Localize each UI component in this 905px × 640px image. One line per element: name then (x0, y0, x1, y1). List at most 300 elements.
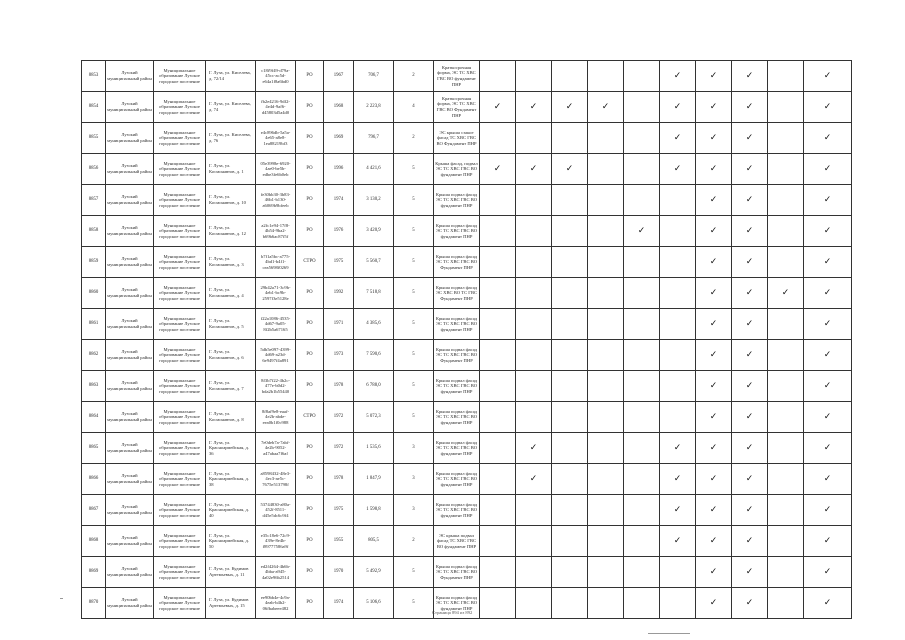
row-number: 8856 (82, 154, 106, 185)
check-mark-icon (480, 557, 516, 588)
district-cell: Лузский муниципальный район (106, 123, 154, 154)
check-mark-icon: ✓ (516, 433, 552, 464)
check-mark-icon (588, 61, 624, 92)
district-cell: Лузский муниципальный район (106, 495, 154, 526)
check-mark-icon: ✓ (732, 340, 768, 371)
check-mark-icon (552, 123, 588, 154)
address-cell: Г. Луза, ул. Красноармейская, д. 50 (206, 526, 256, 557)
check-mark-icon (660, 371, 696, 402)
table-row (82, 61, 852, 92)
check-mark-icon: ✓ (768, 278, 804, 309)
check-mark-icon (768, 495, 804, 526)
check-mark-icon: ✓ (804, 588, 852, 619)
year-cell: 1968 (324, 92, 354, 123)
check-mark-icon (588, 247, 624, 278)
year-cell: 1970 (324, 557, 354, 588)
district-cell: Лузский муниципальный район (106, 464, 154, 495)
table-row (82, 216, 852, 247)
check-mark-icon: ✓ (696, 61, 732, 92)
check-mark-icon (768, 371, 804, 402)
settlement-cell: Муниципальное образование Лузское городское поселение (154, 154, 206, 185)
check-mark-icon: ✓ (732, 247, 768, 278)
check-mark-icon: ✓ (696, 557, 732, 588)
check-mark-icon (480, 495, 516, 526)
building-type-cell: СТРО (296, 402, 324, 433)
settlement-cell: Муниципальное образование Лузское городское поселение (154, 309, 206, 340)
check-mark-icon (588, 371, 624, 402)
year-cell: 1978 (324, 371, 354, 402)
address-cell: Г. Луза, ул. Киселева, д. 76 (206, 123, 256, 154)
check-mark-icon: ✓ (732, 402, 768, 433)
check-mark-icon (588, 526, 624, 557)
check-mark-icon (552, 185, 588, 216)
check-mark-icon (588, 588, 624, 619)
check-mark-icon (588, 495, 624, 526)
check-mark-icon (624, 92, 660, 123)
check-mark-icon (588, 309, 624, 340)
check-mark-icon: ✓ (660, 433, 696, 464)
district-cell: Лузский муниципальный район (106, 433, 154, 464)
check-mark-icon (624, 309, 660, 340)
row-number: 8853 (82, 61, 106, 92)
year-cell: 1976 (324, 216, 354, 247)
check-mark-icon (480, 247, 516, 278)
settlement-cell: Муниципальное образование Лузское городское поселение (154, 402, 206, 433)
check-mark-icon (516, 278, 552, 309)
settlement-cell: Муниципальное образование Лузское городское поселение (154, 340, 206, 371)
area-cell: 4 421,6 (354, 154, 394, 185)
guid-cell: ed2f4264-4b6b-4bba-a945-4a02e96b2514 (256, 557, 296, 588)
address-cell: Г. Луза, ул. Киселева, д. 74 (206, 92, 256, 123)
check-mark-icon (624, 402, 660, 433)
area-cell: 7 590,6 (354, 340, 394, 371)
floors-cell: 3 (394, 495, 434, 526)
year-cell: 1974 (324, 185, 354, 216)
floors-cell: 2 (394, 526, 434, 557)
table-row (82, 371, 852, 402)
check-mark-icon: ✓ (516, 464, 552, 495)
row-number: 8860 (82, 278, 106, 309)
check-mark-icon (552, 433, 588, 464)
building-type-cell: РО (296, 216, 324, 247)
check-mark-icon: ✓ (660, 526, 696, 557)
table-row (82, 433, 852, 464)
table-row (82, 278, 852, 309)
check-mark-icon (552, 588, 588, 619)
check-mark-icon (516, 557, 552, 588)
guid-cell: 05e3998e-6920-4ae0-be5b-edbe3fe6b0eb (256, 154, 296, 185)
building-type-cell: РО (296, 154, 324, 185)
address-cell: Г. Луза, ул. Киселева, д. 72/14 (206, 61, 256, 92)
check-mark-icon (768, 464, 804, 495)
settlement-cell: Муниципальное образование Лузское городское поселение (154, 92, 206, 123)
check-mark-icon (516, 309, 552, 340)
district-cell: Лузский муниципальный район (106, 588, 154, 619)
building-type-cell: РО (296, 92, 324, 123)
check-mark-icon (624, 464, 660, 495)
floors-cell: 5 (394, 309, 434, 340)
guid-cell: a2fc1e94-17f8-4b54-9ba2-b69b6ac87f5f (256, 216, 296, 247)
check-mark-icon (624, 247, 660, 278)
check-mark-icon (768, 247, 804, 278)
address-cell: Г. Луза, ул. Космонавтов, д. 10 (206, 185, 256, 216)
check-mark-icon (516, 526, 552, 557)
building-type-cell: СТРО (296, 247, 324, 278)
check-mark-icon: ✓ (696, 495, 732, 526)
check-mark-icon (624, 495, 660, 526)
year-cell: 1996 (324, 154, 354, 185)
area-cell: 5 072,3 (354, 402, 394, 433)
works-cell: Крыша подвал фасад ЭС ТС ХВС ГВС ВО фундамент ПНР (434, 309, 480, 340)
check-mark-icon (480, 309, 516, 340)
year-cell: 1955 (324, 526, 354, 557)
check-mark-icon (552, 309, 588, 340)
check-mark-icon (480, 185, 516, 216)
check-mark-icon (588, 433, 624, 464)
check-mark-icon (588, 278, 624, 309)
guid-cell: 8f3b7f22-4b2c-477e-b0d2-bda2b1b55440 (256, 371, 296, 402)
check-mark-icon: ✓ (696, 588, 732, 619)
check-mark-icon (552, 557, 588, 588)
check-mark-icon: ✓ (660, 495, 696, 526)
year-cell: 1967 (324, 61, 354, 92)
housing-register-table (81, 60, 852, 619)
check-mark-icon: ✓ (732, 557, 768, 588)
check-mark-icon (552, 526, 588, 557)
floors-cell: 5 (394, 371, 434, 402)
check-mark-icon (516, 495, 552, 526)
check-mark-icon (588, 402, 624, 433)
check-mark-icon: ✓ (696, 402, 732, 433)
works-cell: Крыша подвал фасад ЭС ХВС ВО ТС ГВС Фундамент ПНР (434, 278, 480, 309)
district-cell: Лузский муниципальный район (106, 557, 154, 588)
building-type-cell: РО (296, 495, 324, 526)
works-cell: Крыша подвал фасад ЭС ТС ХВС ГВС ВО Фундамент ПНР (434, 340, 480, 371)
settlement-cell: Муниципальное образование Лузское городское поселение (154, 123, 206, 154)
works-cell: Крыша подвал фасад ЭС ТС ХВС ГВС ВО фундамент ПНР (434, 402, 480, 433)
check-mark-icon: ✓ (696, 92, 732, 123)
area-cell: 6 788,0 (354, 371, 394, 402)
check-mark-icon: ✓ (624, 216, 660, 247)
check-mark-icon (768, 309, 804, 340)
check-mark-icon (516, 402, 552, 433)
check-mark-icon (480, 340, 516, 371)
floors-cell: 5 (394, 557, 434, 588)
works-cell: Крыша подвал фасад ЭС ТС ХВС ГВС ВО фундамент ПНР (434, 216, 480, 247)
check-mark-icon (588, 123, 624, 154)
check-mark-icon (660, 588, 696, 619)
check-mark-icon: ✓ (696, 185, 732, 216)
building-type-cell: РО (296, 526, 324, 557)
check-mark-icon (624, 278, 660, 309)
check-mark-icon (480, 526, 516, 557)
check-mark-icon: ✓ (732, 278, 768, 309)
area-cell: 796,7 (354, 123, 394, 154)
check-mark-icon: ✓ (804, 495, 852, 526)
building-type-cell: РО (296, 557, 324, 588)
check-mark-icon (552, 278, 588, 309)
floors-cell: 5 (394, 340, 434, 371)
check-mark-icon: ✓ (696, 278, 732, 309)
works-cell: Крыша подвал фасад ЭС ТС ХВС ГВС ВО Фундамент ПНР (434, 247, 480, 278)
area-cell: 4 385,6 (354, 309, 394, 340)
check-mark-icon (624, 340, 660, 371)
area-cell: 805,5 (354, 526, 394, 557)
building-type-cell: РО (296, 371, 324, 402)
district-cell: Лузский муниципальный район (106, 371, 154, 402)
row-number: 8864 (82, 402, 106, 433)
address-cell: Г. Луза, ул. Космонавтов, д. 4 (206, 278, 256, 309)
table-body (82, 61, 852, 619)
settlement-cell: Муниципальное образование Лузское городское поселение (154, 216, 206, 247)
address-cell: Г. Луза, ул. Красноармейская, д. 38 (206, 464, 256, 495)
district-cell: Лузский муниципальный район (106, 247, 154, 278)
check-mark-icon (552, 464, 588, 495)
year-cell: 1975 (324, 247, 354, 278)
table-row (82, 340, 852, 371)
check-mark-icon: ✓ (516, 154, 552, 185)
area-cell: 5 106,6 (354, 588, 394, 619)
area-cell: 706,7 (354, 61, 394, 92)
check-mark-icon (516, 185, 552, 216)
year-cell: 1972 (324, 433, 354, 464)
check-mark-icon: ✓ (696, 309, 732, 340)
check-mark-icon (624, 154, 660, 185)
table-row (82, 185, 852, 216)
check-mark-icon: ✓ (732, 185, 768, 216)
check-mark-icon: ✓ (804, 557, 852, 588)
guid-cell: f22a1086-4535-4d67-9a05-8f2b5a67165 (256, 309, 296, 340)
check-mark-icon: ✓ (696, 340, 732, 371)
building-type-cell: РО (296, 309, 324, 340)
check-mark-icon: ✓ (732, 154, 768, 185)
district-cell: Лузский муниципальный район (106, 402, 154, 433)
check-mark-icon: ✓ (732, 495, 768, 526)
check-mark-icon (588, 464, 624, 495)
table-row (82, 402, 852, 433)
table-row (82, 495, 852, 526)
table-row (82, 526, 852, 557)
district-cell: Лузский муниципальный район (106, 61, 154, 92)
check-mark-icon (480, 402, 516, 433)
check-mark-icon: ✓ (804, 61, 852, 92)
floors-cell: 5 (394, 402, 434, 433)
check-mark-icon: ✓ (696, 433, 732, 464)
row-number: 8857 (82, 185, 106, 216)
check-mark-icon: ✓ (732, 588, 768, 619)
floors-cell: 2 (394, 123, 434, 154)
check-mark-icon (768, 154, 804, 185)
check-mark-icon (768, 588, 804, 619)
check-mark-icon: ✓ (804, 340, 852, 371)
table-row (82, 557, 852, 588)
check-mark-icon (480, 588, 516, 619)
guid-cell: a8598432-48e3-4ec3-ae5c-7675e513798f (256, 464, 296, 495)
register-sheet (81, 60, 847, 619)
check-mark-icon (552, 247, 588, 278)
guid-cell: fb2e4216-9df2-4e4d-9af6-d45803d5a4d0 (256, 92, 296, 123)
check-mark-icon: ✓ (804, 92, 852, 123)
settlement-cell: Муниципальное образование Лузское городское поселение (154, 371, 206, 402)
district-cell: Лузский муниципальный район (106, 92, 154, 123)
check-mark-icon (552, 371, 588, 402)
guid-cell: 5db5e097-4399-4d69-a23d-6e9497f4a891 (256, 340, 296, 371)
floors-cell: 5 (394, 154, 434, 185)
row-number: 8867 (82, 495, 106, 526)
check-mark-icon (588, 216, 624, 247)
area-cell: 3 420,9 (354, 216, 394, 247)
check-mark-icon (624, 557, 660, 588)
check-mark-icon: ✓ (804, 371, 852, 402)
settlement-cell: Муниципальное образование Лузское городское поселение (154, 464, 206, 495)
district-cell: Лузский муниципальный район (106, 154, 154, 185)
check-mark-icon: ✓ (660, 61, 696, 92)
check-mark-icon (624, 433, 660, 464)
guid-cell: e4c896db-5a5a-4e65-a8e8-1ea88219bf3 (256, 123, 296, 154)
check-mark-icon: ✓ (660, 92, 696, 123)
building-type-cell: РО (296, 185, 324, 216)
year-cell: 1969 (324, 123, 354, 154)
building-type-cell: РО (296, 61, 324, 92)
check-mark-icon (768, 216, 804, 247)
check-mark-icon (660, 247, 696, 278)
check-mark-icon (768, 433, 804, 464)
check-mark-icon: ✓ (804, 464, 852, 495)
check-mark-icon: ✓ (804, 402, 852, 433)
building-type-cell: РО (296, 464, 324, 495)
row-number: 8861 (82, 309, 106, 340)
area-cell: 1 847,9 (354, 464, 394, 495)
check-mark-icon (552, 216, 588, 247)
year-cell: 1974 (324, 588, 354, 619)
works-cell: Крыша подвал фасад ЭС ТС ХВС ГВС ВО фундамент ПНР (434, 371, 480, 402)
row-number: 8866 (82, 464, 106, 495)
table-row (82, 154, 852, 185)
table-row (82, 92, 852, 123)
check-mark-icon (480, 61, 516, 92)
check-mark-icon: ✓ (696, 464, 732, 495)
building-type-cell: РО (296, 340, 324, 371)
check-mark-icon: ✓ (732, 464, 768, 495)
works-cell: Краткосрочная форма, ЭС ТС ХВС ГВС ВО Фундамент ПНР (434, 92, 480, 123)
address-cell: Г. Луза, ул. Космонавтов, д. 1 (206, 154, 256, 185)
area-cell: 5 560,7 (354, 247, 394, 278)
check-mark-icon (768, 123, 804, 154)
floors-cell: 5 (394, 247, 434, 278)
check-mark-icon (768, 61, 804, 92)
area-cell: 5 492,9 (354, 557, 394, 588)
works-cell: ЭС крыша подвал фасад ТС ХВС ГВС ВО фундамент ПНР (434, 526, 480, 557)
area-cell: 1 535,6 (354, 433, 394, 464)
row-number: 8858 (82, 216, 106, 247)
check-mark-icon: ✓ (588, 92, 624, 123)
check-mark-icon (624, 371, 660, 402)
check-mark-icon: ✓ (804, 278, 852, 309)
check-mark-icon (480, 371, 516, 402)
row-number: 8854 (82, 92, 106, 123)
check-mark-icon: ✓ (732, 309, 768, 340)
address-cell: Г. Луза, ул. Кудимов Артемьевых, д. 11 (206, 557, 256, 588)
guid-cell: ee90bb4e-4c9a-4eab-b4b2-06fbabeee482 (256, 588, 296, 619)
check-mark-icon (516, 123, 552, 154)
building-type-cell: РО (296, 588, 324, 619)
floors-cell: 5 (394, 278, 434, 309)
check-mark-icon (480, 464, 516, 495)
check-mark-icon: ✓ (696, 371, 732, 402)
address-cell: Г. Луза, ул. Космонавтов, д. 3 (206, 247, 256, 278)
row-number: 8862 (82, 340, 106, 371)
check-mark-icon: ✓ (732, 216, 768, 247)
check-mark-icon (552, 340, 588, 371)
check-mark-icon: ✓ (732, 371, 768, 402)
address-cell: Г. Луза, ул. Космонавтов, д. 6 (206, 340, 256, 371)
check-mark-icon (660, 185, 696, 216)
row-number: 8855 (82, 123, 106, 154)
settlement-cell: Муниципальное образование Лузское городское поселение (154, 61, 206, 92)
floors-cell: 5 (394, 185, 434, 216)
check-mark-icon: ✓ (660, 123, 696, 154)
district-cell: Лузский муниципальный район (106, 309, 154, 340)
area-cell: 7 518,8 (354, 278, 394, 309)
area-cell: 3 130,2 (354, 185, 394, 216)
check-mark-icon (660, 340, 696, 371)
settlement-cell: Муниципальное образование Лузское городское поселение (154, 588, 206, 619)
floors-cell: 5 (394, 216, 434, 247)
floors-cell: 3 (394, 464, 434, 495)
settlement-cell: Муниципальное образование Лузское городское поселение (154, 185, 206, 216)
address-cell: Г. Луза, ул. Красноармейская, д. 40 (206, 495, 256, 526)
check-mark-icon: ✓ (696, 154, 732, 185)
table-row (82, 464, 852, 495)
check-mark-icon (768, 92, 804, 123)
guid-cell: 8f8af9e8-eaaf-4e2b-abde-eea0b1f0c988 (256, 402, 296, 433)
area-cell: 1 598,8 (354, 495, 394, 526)
address-cell: Г. Луза, ул. Космонавтов, д. 5 (206, 309, 256, 340)
floors-cell: 3 (394, 433, 434, 464)
check-mark-icon (552, 402, 588, 433)
year-cell: 1973 (324, 340, 354, 371)
check-mark-icon: ✓ (696, 247, 732, 278)
guid-cell: fe30bb30-3b83-46b1-b130-a6069b9bfeeb (256, 185, 296, 216)
settlement-cell: Муниципальное образование Лузское городское поселение (154, 495, 206, 526)
guid-cell: b7f1a5bc-a775-4bd1-b4f1-cea5698f0269 (256, 247, 296, 278)
year-cell: 1992 (324, 278, 354, 309)
check-mark-icon (480, 123, 516, 154)
settlement-cell: Муниципальное образование Лузское городское поселение (154, 278, 206, 309)
check-mark-icon (624, 588, 660, 619)
check-mark-icon (516, 371, 552, 402)
check-mark-icon: ✓ (804, 216, 852, 247)
area-cell: 2 223,8 (354, 92, 394, 123)
check-mark-icon (516, 61, 552, 92)
check-mark-icon: ✓ (732, 92, 768, 123)
district-cell: Лузский муниципальный район (106, 216, 154, 247)
check-mark-icon (516, 340, 552, 371)
works-cell: Крыша фасад, подвал ЭС ТС ХВС ГВС ВО фундамент ПНР (434, 154, 480, 185)
works-cell: Крыша подвал фасад ЭС ТС ХВС ГВС ВО фундамент ПНР (434, 433, 480, 464)
page-footer: Страница 894 из 892 (432, 610, 473, 615)
check-mark-icon: ✓ (696, 216, 732, 247)
district-cell: Лузский муниципальный район (106, 185, 154, 216)
guid-cell: e35c18e6-72c9-439e-8e4b-f89777586a9f (256, 526, 296, 557)
works-cell: Крыша подвал фасад ЭС ТС ХВС ГВС ВО фундамент ПНР (434, 464, 480, 495)
guid-cell: 53744830-a80a-452f-8511-d45e5dc6c9f4 (256, 495, 296, 526)
check-mark-icon (588, 185, 624, 216)
guid-cell: 29b42a71-3c9b-4eb1-bc9b-2597f3e5128e (256, 278, 296, 309)
check-mark-icon: ✓ (552, 92, 588, 123)
check-mark-icon: ✓ (732, 526, 768, 557)
row-number: 8869 (82, 557, 106, 588)
